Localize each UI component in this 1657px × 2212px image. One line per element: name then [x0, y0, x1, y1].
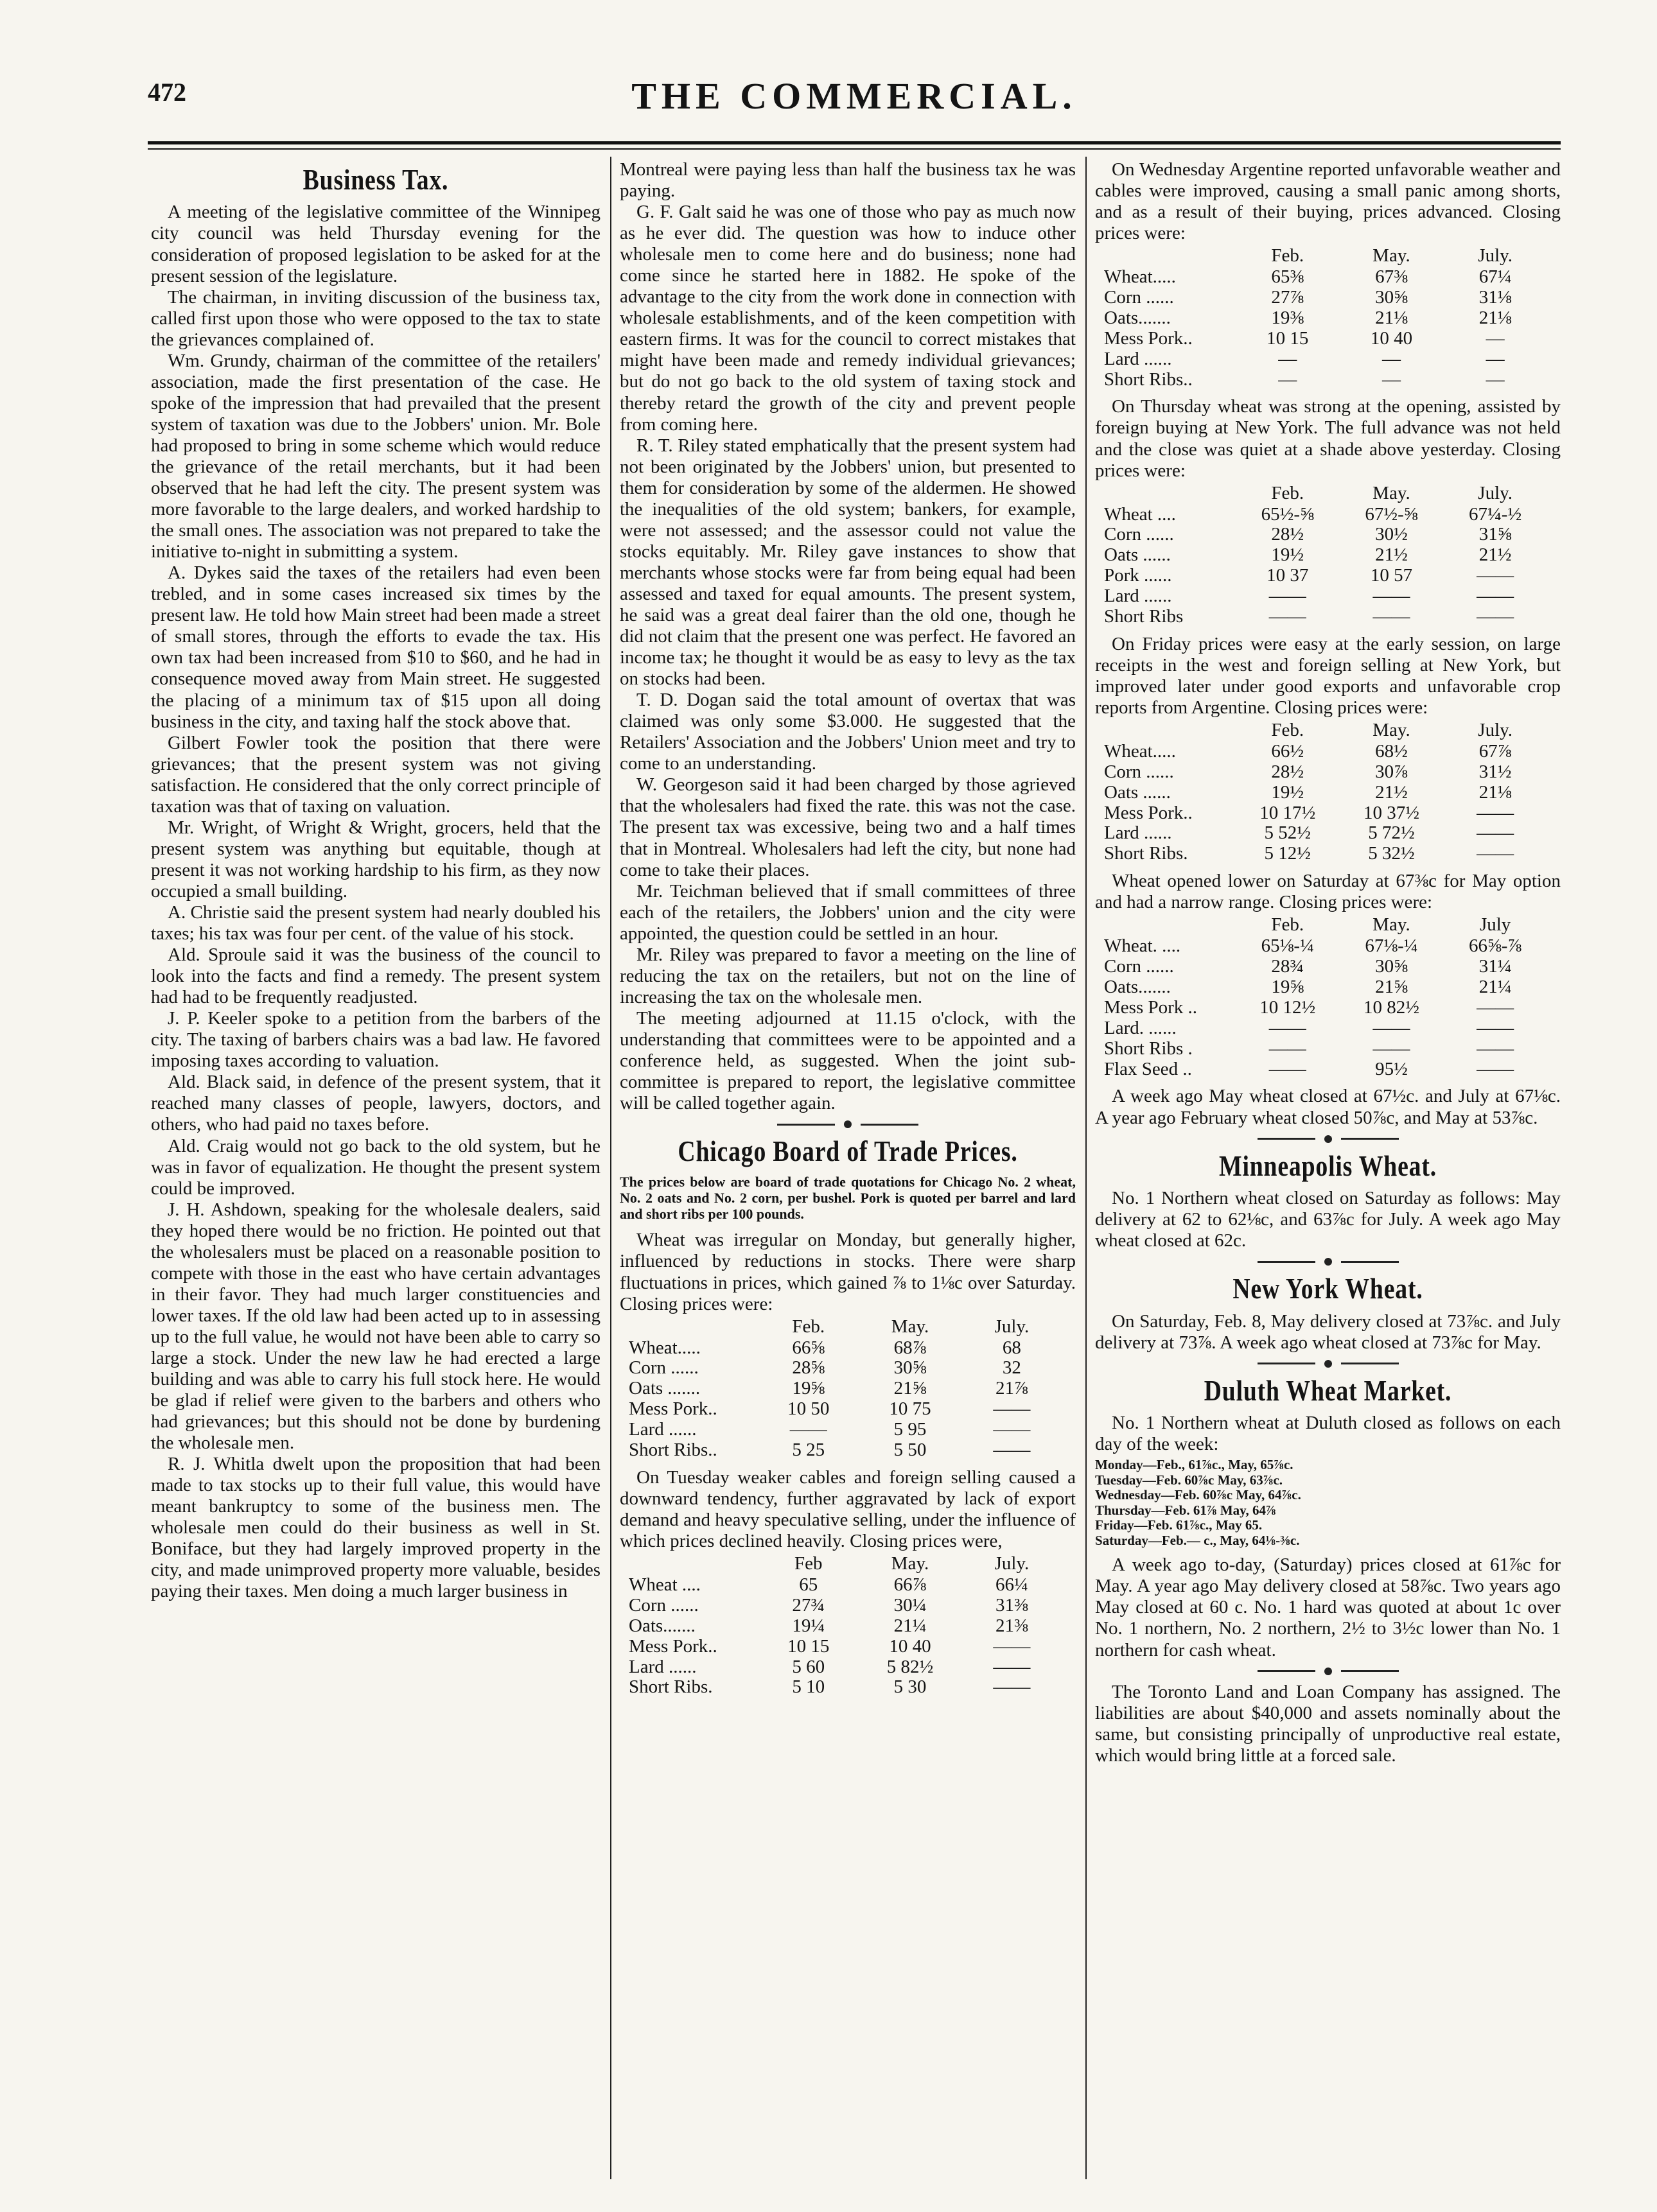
price-row [1100, 1039, 1547, 1059]
col-header: July. [994, 1553, 1030, 1574]
commodity-name: Wheat .... [629, 1574, 701, 1595]
commodity-name: Wheat..... [1104, 740, 1176, 762]
price-value: 10 37 [1267, 565, 1309, 586]
price-value: 21⅛ [1478, 781, 1512, 803]
price-value: —— [1268, 1017, 1306, 1038]
commodity-name: Mess Pork.. [1104, 327, 1193, 349]
article-paragraph: The chairman, in inviting discussion of the business tax, called first upon those who were opposed to the tax to state the grievances complained of. [151, 286, 601, 350]
commodity-name: Lard ...... [1104, 348, 1172, 369]
minneapolis-title: Minneapolis Wheat. [1219, 1149, 1437, 1182]
price-value: 67⅜ [1375, 266, 1408, 288]
price-value: 19⅜ [1271, 307, 1304, 328]
article-paragraph: Mr. Riley was prepared to favor a meeting on the line of reducing the tax on the retailers, but not on the line of increasing the tax on the wholesale men. [620, 944, 1076, 1007]
price-value: — [1381, 348, 1401, 369]
price-value: —— [1477, 1058, 1514, 1079]
commodity-name: Wheat .... [1104, 503, 1176, 525]
price-value: 65⅜ [1271, 266, 1304, 288]
duluth-title: Duluth Wheat Market. [1204, 1373, 1452, 1407]
commodity-name: Corn ...... [629, 1594, 699, 1615]
minneapolis-text: No. 1 Northern wheat closed on Saturday as follows: May delivery at 62 to 62⅛c, and 63⅞c for July. A week ago May wheat closed at 62c. [1095, 1188, 1561, 1251]
price-row [625, 1596, 1063, 1616]
price-value: —— [993, 1676, 1031, 1698]
column-3 [1095, 159, 1561, 1766]
price-value: 21⅞ [995, 1378, 1028, 1399]
price-value: 21½ [1478, 544, 1512, 566]
section-separator [1095, 1258, 1561, 1266]
price-value: 21½ [1375, 781, 1408, 803]
article-paragraph: Ald. Black said, in defence of the present system, that it reached many classes of people, lawyers, doctors, and others, who had paid no taxes before. [151, 1072, 601, 1135]
price-value: 66⅝ [792, 1337, 825, 1358]
price-value: 67¼-½ [1469, 503, 1522, 525]
price-value: 67⅛-¼ [1365, 936, 1418, 957]
price-row [1100, 349, 1547, 370]
price-table-wednesday [1100, 245, 1547, 390]
col-header: May. [1372, 720, 1410, 741]
price-table-header [625, 1553, 1063, 1575]
article-paragraph: Gilbert Fowler took the position that there were grievances; that the present system was not giving satisfaction. He considered that the only correct principle of taxation was that of taxing on valuation. [151, 732, 601, 817]
price-row [625, 1616, 1063, 1637]
commodity-name: Short Ribs [1104, 605, 1184, 627]
price-row [1100, 525, 1547, 545]
article-paragraph: T. D. Dogan said the total amount of overtax that was claimed was only some $3.000. He suggested that the Retailers' Association and the Jobbers' Union meet and try to come to an understanding. [620, 690, 1076, 774]
duluth-day: Saturday—Feb.— c., May, 64⅛-⅜c. [1095, 1532, 1300, 1548]
commodity-name: Oats....... [629, 1615, 696, 1636]
col-header: Feb. [792, 1316, 825, 1337]
price-value: 21¼ [893, 1615, 927, 1636]
price-value: 95½ [1375, 1058, 1408, 1079]
page-number: 472 [148, 78, 186, 107]
price-value: 10 75 [889, 1398, 931, 1420]
article-paragraph: Ald. Craig would not go back to the old system, but he was in favor of equalization. He thought the present system could be improved. [151, 1135, 601, 1199]
price-row [625, 1420, 1063, 1440]
price-value: 5 72½ [1368, 823, 1415, 844]
price-value: 65½-⅝ [1261, 503, 1314, 525]
commodity-name: Short Ribs. [629, 1676, 713, 1698]
price-table-friday [1100, 720, 1547, 864]
chicago-summary: A week ago May wheat closed at 67½c. and July at 67⅛c. A year ago February wheat closed 50⅞c, and May at 53⅞c. [1095, 1086, 1561, 1128]
price-value: —— [1477, 565, 1514, 586]
price-value: —— [1372, 1017, 1410, 1038]
col-header: July [1479, 914, 1511, 936]
price-value: 31½ [1478, 761, 1512, 782]
business-tax-title: Business Tax. [302, 163, 449, 196]
price-table-header [1100, 914, 1547, 936]
article-paragraph: J. H. Ashdown, speaking for the wholesale dealers, said they hoped there would be no friction. He pointed out that the wholesalers must be placed on a reasonable position to compete with those in the east who have certain advantages in their favor. They had much larger constituencies and lower taxes. If the old law had been acted up to in assessing up to the full value, he would not have been able to carry so large a stock. Under the new law he had erected a large building and was able to carry his full stock here. He would be glad if relief were given to the barbers and others who had grievances; but this should not be done by burdening the wholesale men. [151, 1199, 601, 1454]
price-value: 21⅝ [893, 1378, 927, 1399]
price-value: 21⅛ [1478, 307, 1512, 328]
price-table-monday [625, 1316, 1063, 1461]
commodity-name: Flax Seed .. [1104, 1058, 1192, 1079]
duluth-text: A week ago to-day, (Saturday) prices closed at 61⅞c for May. A year ago May delivery closed at 58⅞c. Two years ago May closed at 60 c. No. 1 hard was quoted at about 1c over No. 1 northern, No. 2 northern, 2½ to 3½c lower than No. 1 northern for cash wheat. [1095, 1554, 1561, 1660]
commodity-name: Oats....... [1104, 307, 1171, 328]
col-header: May. [1372, 245, 1410, 266]
price-value: 67¼ [1478, 266, 1512, 288]
price-value: 65 [799, 1574, 818, 1595]
article-paragraph: Ald. Sproule said it was the business of the council to look into the facts and find a remedy. The present system had had to be frequently readjusted. [151, 945, 601, 1008]
price-value: 28½ [1271, 524, 1304, 545]
commodity-name: Short Ribs.. [629, 1439, 717, 1460]
price-value: — [1486, 369, 1505, 390]
price-row [625, 1657, 1063, 1678]
price-value: 30⅝ [893, 1357, 927, 1379]
toronto-notice: The Toronto Land and Loan Company has assigned. The liabilities are about $40,000 and assets nominally about the same, but consisting principally of unproductive real estate, which would bring little at a forced sale. [1095, 1681, 1561, 1766]
commodity-name: Short Ribs. [1104, 843, 1188, 864]
price-row [1100, 762, 1547, 783]
col-header: May. [891, 1316, 929, 1337]
price-row [1100, 505, 1547, 525]
price-value: — [1486, 348, 1505, 369]
col-header: Feb [794, 1553, 823, 1574]
price-value: 19½ [1271, 544, 1304, 566]
commodity-name: Wheat..... [629, 1337, 701, 1358]
price-value: 5 12½ [1264, 843, 1311, 864]
duluth-day: Thursday—Feb. 61⅞ May, 64⅞ [1095, 1502, 1276, 1518]
thursday-report: On Thursday wheat was strong at the opening, assisted by foreign buying at New York. The full advance was not held and the close was quiet at a shade above yesterday. Closing prices were: [1095, 396, 1561, 481]
price-value: — [1278, 369, 1297, 390]
price-value: 68½ [1375, 740, 1408, 762]
price-value: —— [1268, 605, 1306, 627]
commodity-name: Pork ...... [1104, 565, 1172, 586]
price-row [1100, 586, 1547, 607]
price-value: — [1381, 369, 1401, 390]
price-value: 28¾ [1271, 956, 1304, 977]
friday-report: On Friday prices were easy at the early session, on large receipts in the west and foreign selling at New York, but improved later under good exports and unfavorable crop reports from Argentine. Closing prices were: [1095, 633, 1561, 718]
price-value: —— [1268, 1038, 1306, 1059]
price-value: 21⅛ [1375, 307, 1408, 328]
price-value: 5 10 [792, 1676, 825, 1698]
price-value: 5 30 [893, 1676, 927, 1698]
price-value: —— [993, 1439, 1031, 1460]
column-1 [151, 159, 601, 1603]
price-value: 28½ [1271, 761, 1304, 782]
article-paragraph: Mr. Wright, of Wright & Wright, grocers, held that the present system was anything but equitable, though at present it was not working hardship to his firm, as they now occupied a small building. [151, 817, 601, 901]
price-row [1100, 742, 1547, 762]
price-value: 10 40 [1370, 327, 1413, 349]
price-value: 30⅞ [1375, 761, 1408, 782]
price-value: —— [1477, 1017, 1514, 1038]
section-separator [1095, 1135, 1561, 1143]
price-row [1100, 1059, 1547, 1080]
price-value: 68⅞ [893, 1337, 927, 1358]
price-value: 66¼ [995, 1574, 1028, 1595]
commodity-name: Oats ....... [629, 1378, 701, 1399]
chicago-title: Chicago Board of Trade Prices. [678, 1135, 1018, 1168]
price-value: 31⅜ [995, 1594, 1028, 1615]
commodity-name: Oats....... [1104, 977, 1171, 998]
price-row [1100, 545, 1547, 566]
price-row [625, 1440, 1063, 1461]
col-header: July. [1478, 245, 1512, 266]
price-value: 5 82½ [886, 1656, 934, 1677]
col-header: Feb. [1271, 914, 1304, 936]
saturday-report: Wheat opened lower on Saturday at 67⅜c for May option and had a narrow range. Closing prices were: [1095, 871, 1561, 913]
price-value: —— [1372, 605, 1410, 627]
wednesday-report: On Wednesday Argentine reported unfavorable weather and cables were improved, causing a small panic among shorts, and as a result of their buying, prices advanced. Closing prices were: [1095, 159, 1561, 244]
commodity-name: Lard ...... [629, 1656, 697, 1677]
duluth-daily-list [1095, 1458, 1561, 1548]
masthead: THE COMMERCIAL. [631, 75, 1077, 117]
commodity-name: Mess Pork.. [629, 1635, 717, 1657]
commodity-name: Lard ...... [1104, 586, 1172, 607]
price-table-saturday [1100, 914, 1547, 1079]
price-row [1100, 267, 1547, 288]
price-value: 5 25 [792, 1439, 825, 1460]
price-value: —— [1268, 586, 1306, 607]
price-value: 66½ [1271, 740, 1304, 762]
price-value: 68 [1002, 1337, 1021, 1358]
price-row [1100, 308, 1547, 329]
price-value: 5 32½ [1368, 843, 1415, 864]
col-header: May. [1372, 482, 1410, 503]
price-row [1100, 936, 1547, 957]
price-value: —— [1477, 802, 1514, 823]
price-row [1100, 288, 1547, 308]
price-row [1100, 566, 1547, 586]
price-value: —— [1477, 843, 1514, 864]
price-value: 21⅜ [995, 1615, 1028, 1636]
price-value: 66⅞ [893, 1574, 927, 1595]
article-paragraph: Wm. Grundy, chairman of the committee of the retailers' association, made the first presentation of the case. He spoke of the impression that had prevailed that the present system of taxation was due to the Jobbers' union. Mr. Bole had proposed to bring in some scheme which would reduce the grievance of the retail merchants, but it had been observed that he had left the city. The present system was more favorable to the large dealers, and worked hardship to the small ones. The association was not prepared to take the initiative to-night in submitting a system. [151, 350, 601, 562]
header-rule-thin [148, 148, 1561, 150]
duluth-day: Monday—Feb., 61⅞c., May, 65⅞c. [1095, 1457, 1293, 1473]
commodity-name: Oats ...... [1104, 544, 1171, 566]
price-row [1100, 1018, 1547, 1039]
commodity-name: Short Ribs.. [1104, 369, 1193, 390]
price-row [1100, 844, 1547, 864]
price-value: 67½-⅝ [1365, 503, 1418, 525]
price-value: —— [1477, 1038, 1514, 1059]
price-value: 31¼ [1478, 956, 1512, 977]
section-separator [1095, 1360, 1561, 1368]
column-rule [1085, 157, 1087, 2179]
price-value: 31⅝ [1478, 524, 1512, 545]
price-value: —— [993, 1419, 1031, 1440]
price-row [1100, 977, 1547, 998]
price-value: 30½ [1375, 524, 1408, 545]
price-row [625, 1338, 1063, 1359]
col-header: Feb. [1271, 720, 1304, 741]
price-table-header [1100, 245, 1547, 267]
price-value: 10 40 [889, 1635, 931, 1657]
tuesday-report: On Tuesday weaker cables and foreign selling caused a downward tendency, further aggravated by lack of export demand and heavy speculative selling, under the influence of which prices declined heavily. Closing prices were, [620, 1467, 1076, 1551]
price-value: —— [993, 1398, 1031, 1420]
price-row [1100, 607, 1547, 627]
col-header: July. [1478, 482, 1512, 503]
price-value: 19¼ [792, 1615, 825, 1636]
duluth-day: Friday—Feb. 61⅞c., May 65. [1095, 1517, 1263, 1533]
price-row [1100, 329, 1547, 349]
price-value: 21⅝ [1375, 977, 1408, 998]
commodity-name: Lard ...... [1104, 823, 1172, 844]
price-value: 19⅝ [792, 1378, 825, 1399]
price-value: —— [1477, 823, 1514, 844]
commodity-name: Oats ...... [1104, 781, 1171, 803]
price-value: 27⅞ [1271, 286, 1304, 308]
price-value: —— [1372, 586, 1410, 607]
price-table-thursday [1100, 483, 1547, 627]
price-value: 19⅝ [1271, 977, 1304, 998]
commodity-name: Corn ...... [1104, 286, 1174, 308]
commodity-name: Corn ...... [1104, 761, 1174, 782]
price-value: 21¼ [1478, 977, 1512, 998]
price-row [1100, 957, 1547, 977]
column-2 [620, 159, 1076, 1704]
article-paragraph: Mr. Teichman believed that if small committees of three each of the retailers, the Jobbers' union and the city were appointed, the question could be settled in an hour. [620, 880, 1076, 944]
price-value: — [1486, 327, 1505, 349]
price-value: 28⅝ [792, 1357, 825, 1379]
price-table-tuesday [625, 1553, 1063, 1698]
duluth-intro: No. 1 Northern wheat at Duluth closed as follows on each day of the week: [1095, 1413, 1561, 1455]
commodity-name: Corn ...... [629, 1357, 699, 1379]
section-separator [620, 1120, 1076, 1128]
duluth-day: Wednesday—Feb. 60⅞c May, 64⅞c. [1095, 1487, 1301, 1503]
col-header: Feb. [1271, 245, 1304, 266]
article-paragraph: J. P. Keeler spoke to a petition from the barbers of the city. The taxing of barbers chairs was a bad law. He favored imposing taxes according to valuation. [151, 1008, 601, 1072]
price-value: 66⅝-⅞ [1469, 936, 1522, 957]
article-paragraph: A. Dykes said the taxes of the retailers had even been trebled, and in some cases increased six times by the present law. He told how Main street had been made a street of small stores, through the efforts to evade the tax. His own tax had been increased from $10 to $60, and he had in consequence moved away from Main street. He suggested the placing of a minimum tax of $15 upon all doing business in the city, and taxing half the stock above that. [151, 562, 601, 732]
price-value: 10 12½ [1259, 997, 1316, 1018]
page-header [148, 77, 1561, 116]
article-paragraph: The meeting adjourned at 11.15 o'clock, with the understanding that committees were to be appointed and a conference held, as suggested. When the joint sub-committee is prepared to report, the legislative committee will be called together again. [620, 1007, 1076, 1114]
header-rule-thick [148, 141, 1561, 144]
price-value: 30¼ [893, 1594, 927, 1615]
price-row [625, 1358, 1063, 1379]
commodity-name: Corn ...... [1104, 956, 1174, 977]
commodity-name: Short Ribs . [1104, 1038, 1193, 1059]
price-value: 30⅝ [1375, 956, 1408, 977]
col-header: Feb. [1271, 482, 1304, 503]
price-value: 21½ [1375, 544, 1408, 566]
commodity-name: Lard ...... [629, 1419, 697, 1440]
chicago-note: The prices below are board of trade quotations for Chicago No. 2 wheat, No. 2 oats and No. 2 corn, per bushel. Pork is quoted per barrel and lard and short ribs per 100 pounds. [620, 1173, 1076, 1223]
col-header: May. [891, 1553, 929, 1574]
price-value: 10 37½ [1363, 802, 1419, 823]
price-row [625, 1677, 1063, 1698]
price-value: 32 [1002, 1357, 1021, 1379]
article-paragraph: R. T. Riley stated emphatically that the present system had not been originated by the Jobbers' union, but presented to them for consideration by some of the aldermen. He showed the inequalities of the old system; bankers, for example, were not assessed; and the assessor could not value the stocks equitably. Mr. Riley gave instances to show that merchants whose stocks were far from being equal had been assessed and taxed for equal amounts. The present system, he said was a great deal fairer than the old one, though he did not claim that the present one was perfect. He favored an income tax; he thought it would be as easy to levy as the tax on stocks had been. [620, 435, 1076, 690]
price-value: 10 15 [787, 1635, 830, 1657]
price-row [625, 1637, 1063, 1657]
article-paragraph: A meeting of the legislative committee of the Winnipeg city council was held Thursday evening for the consideration of proposed legislation to be asked for at the present session of the legislature. [151, 202, 601, 286]
price-table-header [1100, 483, 1547, 505]
price-value: 27¾ [792, 1594, 825, 1615]
new-york-text: On Saturday, Feb. 8, May delivery closed at 73⅞c. and July delivery at 73⅞. A week ago wheat closed at 73⅞c for May. [1095, 1311, 1561, 1353]
price-row [1100, 998, 1547, 1018]
commodity-name: Mess Pork.. [1104, 802, 1193, 823]
article-paragraph: R. J. Whitla dwelt upon the proposition that had been made to tax stocks up to their full value, this would have meant bankruptcy to some of the business men. The wholesale men could do their business as well in St. Boniface, but they had largely improved property in the city, and made unimproved property more valuable, besides paying their taxes. Men doing a much larger business in [151, 1454, 601, 1602]
article-paragraph: Montreal were paying less than half the business tax he was paying. [620, 159, 1076, 202]
price-value: 10 57 [1370, 565, 1413, 586]
section-separator [1095, 1668, 1561, 1675]
price-row [1100, 823, 1547, 844]
price-value: 67⅞ [1478, 740, 1512, 762]
price-value: —— [1477, 586, 1514, 607]
price-table-header [625, 1316, 1063, 1338]
price-value: 31⅛ [1478, 286, 1512, 308]
price-row [625, 1575, 1063, 1596]
new-york-title: New York Wheat. [1232, 1272, 1423, 1305]
article-paragraph: A. Christie said the present system had nearly doubled his taxes; his tax was four per cent. of the value of his stock. [151, 901, 601, 945]
price-row [1100, 370, 1547, 390]
col-header: July. [994, 1316, 1030, 1337]
price-row [625, 1379, 1063, 1399]
price-value: 30⅝ [1375, 286, 1408, 308]
commodity-name: Mess Pork .. [1104, 997, 1198, 1018]
price-value: —— [993, 1635, 1031, 1657]
price-value: 10 15 [1267, 327, 1309, 349]
column-rule [610, 157, 611, 2179]
commodity-name: Wheat..... [1104, 266, 1176, 288]
monday-report: Wheat was irregular on Monday, but generally higher, influenced by reductions in stocks. There were sharp fluctuations in prices, which gained ⅞ to 1⅛c over Saturday. Closing prices were: [620, 1230, 1076, 1314]
price-value: 10 82½ [1363, 997, 1419, 1018]
price-value: 5 95 [893, 1419, 927, 1440]
price-value: — [1278, 348, 1297, 369]
price-value: —— [1477, 997, 1514, 1018]
price-value: 19½ [1271, 781, 1304, 803]
article-paragraph: G. F. Galt said he was one of those who pay as much now as he ever did. The question was how to induce other wholesale men to come here and do business; none had come since he started here in 1882. He spoke of the advantage to the city from the work done in connection with wholesale establishments, and of the keen competition with eastern firms. It was for the council to correct mistakes that might have been made and remedy individual grievances; but do not go back to the old system of taxing stock and thereby retard the growth of the city and prevent people from coming here. [620, 202, 1076, 435]
commodity-name: Corn ...... [1104, 524, 1174, 545]
price-value: 5 60 [792, 1656, 825, 1677]
article-paragraph: W. Georgeson said it had been charged by those agrieved that the wholesalers had fixed the rate. this was not the case. The present tax was excessive, being two and a half times that in Montreal. Wholesalers had left the city, but none had come to take their places. [620, 774, 1076, 880]
price-value: 10 50 [787, 1398, 830, 1420]
price-row [1100, 783, 1547, 803]
price-row [625, 1399, 1063, 1420]
commodity-name: Lard. ...... [1104, 1017, 1177, 1038]
price-value: —— [1477, 605, 1514, 627]
price-value: —— [1268, 1058, 1306, 1079]
commodity-name: Wheat. .... [1104, 936, 1181, 957]
price-value: —— [1372, 1038, 1410, 1059]
price-value: 10 17½ [1259, 802, 1316, 823]
price-value: 5 50 [893, 1439, 927, 1460]
price-value: —— [789, 1419, 827, 1440]
commodity-name: Mess Pork.. [629, 1398, 717, 1420]
duluth-day: Tuesday—Feb. 60⅞c May, 63⅞c. [1095, 1472, 1283, 1488]
price-value: 5 52½ [1264, 823, 1311, 844]
price-value: 65⅛-¼ [1261, 936, 1314, 957]
price-value: —— [993, 1656, 1031, 1677]
price-table-header [1100, 720, 1547, 742]
price-row [1100, 803, 1547, 824]
col-header: July. [1478, 720, 1512, 741]
col-header: May. [1372, 914, 1410, 936]
